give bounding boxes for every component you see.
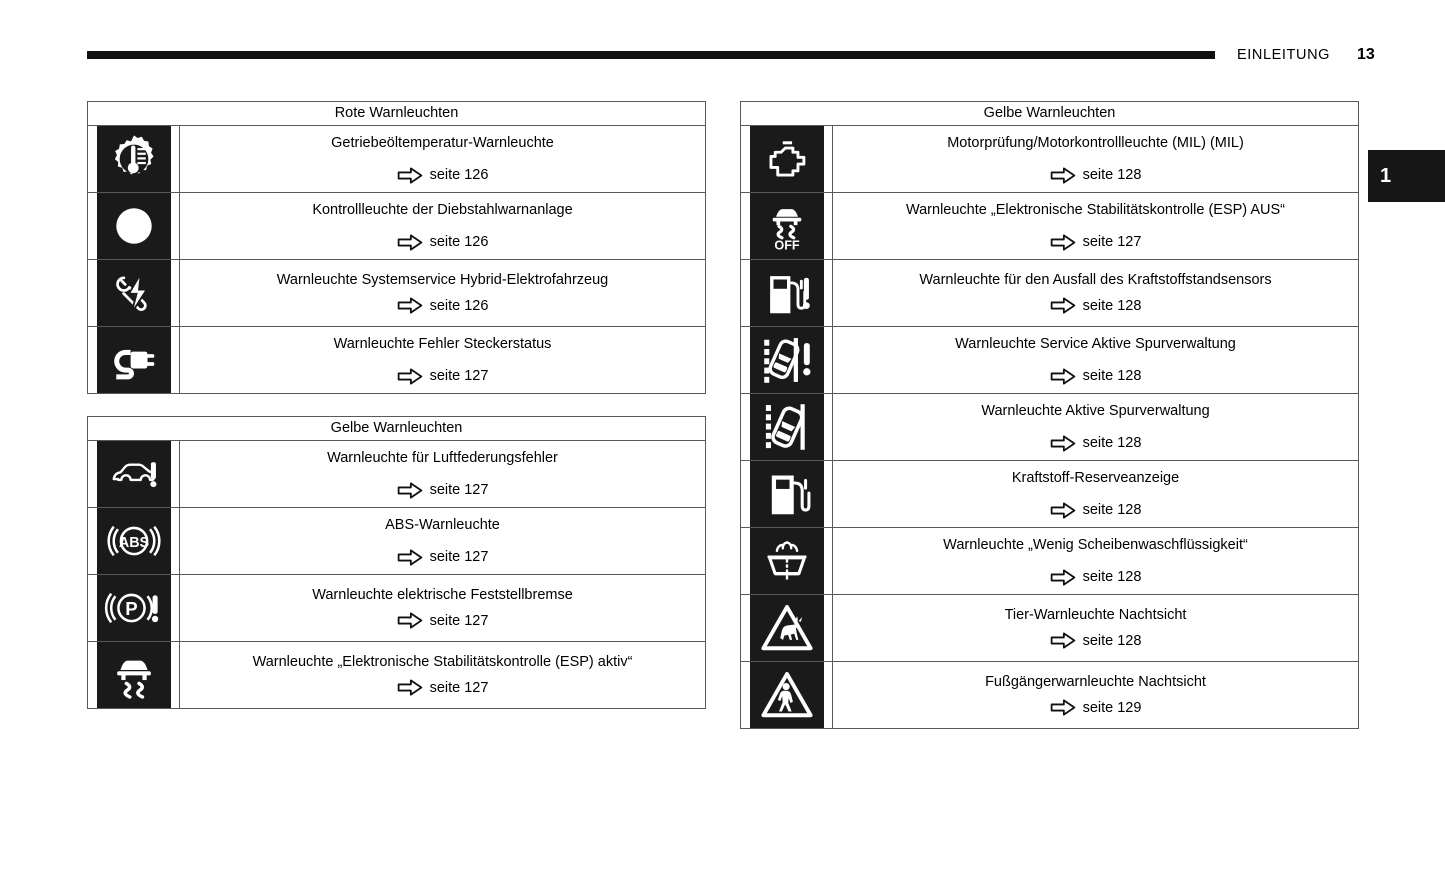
table-row — [88, 193, 706, 260]
abs-icon — [97, 508, 171, 574]
page-reference[interactable] — [180, 167, 705, 184]
page-reference[interactable] — [833, 502, 1358, 519]
warning-light-icon-cell — [88, 327, 180, 394]
page-reference[interactable] — [180, 612, 705, 629]
page-reference[interactable] — [833, 234, 1358, 251]
warning-lights-table — [740, 101, 1359, 729]
warning-light-description-cell — [833, 461, 1359, 528]
page-reference-label: seite 126 — [429, 167, 489, 184]
warning-light-description-cell — [180, 260, 706, 327]
right-column — [740, 101, 1359, 729]
svg-text:P: P — [124, 597, 138, 619]
table-category-header: Gelbe Warnleuchten — [88, 417, 706, 441]
warning-light-description-cell — [833, 595, 1359, 662]
electric-park-brake-icon — [97, 575, 171, 641]
warning-light-description-cell — [833, 662, 1359, 729]
warning-light-description-cell — [180, 126, 706, 193]
warning-light-description-cell — [833, 193, 1359, 260]
warning-light-title: Warnleuchte Systemservice Hybrid-Elektrofahrzeug — [276, 271, 609, 288]
right-arrow-icon — [1050, 502, 1076, 519]
page-reference-label: seite 128 — [1082, 502, 1142, 519]
low-fuel-icon — [750, 461, 824, 527]
page-number: 13 — [1357, 46, 1375, 63]
table-row — [741, 461, 1359, 528]
warning-light-icon-cell — [741, 461, 833, 528]
warning-light-icon-cell — [88, 126, 180, 193]
page-reference[interactable] — [180, 234, 705, 251]
warning-light-description-cell — [180, 575, 706, 642]
right-arrow-icon — [397, 297, 423, 314]
warning-light-description-cell — [180, 508, 706, 575]
page-reference[interactable] — [833, 632, 1358, 649]
chapter-tab — [1368, 150, 1445, 202]
warning-light-icon-cell — [88, 508, 180, 575]
page-reference[interactable] — [833, 368, 1358, 385]
table-category-header: Rote Warnleuchten — [88, 102, 706, 126]
check-engine-mil-icon — [750, 126, 824, 192]
warning-light-description-cell — [833, 327, 1359, 394]
warning-light-title: Fußgängerwarnleuchte Nachtsicht — [985, 673, 1206, 690]
low-washer-fluid-icon — [750, 528, 824, 594]
table-row — [88, 575, 706, 642]
table-row — [741, 126, 1359, 193]
page-reference-label: seite 129 — [1082, 699, 1142, 716]
hybrid-ev-system-service-icon — [97, 260, 171, 326]
warning-light-icon-cell — [741, 260, 833, 327]
page-reference[interactable] — [180, 368, 705, 385]
warning-lights-table — [87, 416, 706, 709]
page-reference-label: seite 128 — [1082, 297, 1142, 314]
table-row — [741, 260, 1359, 327]
warning-light-title: Kraftstoff-Reserveanzeige — [1011, 470, 1180, 487]
table-row — [88, 642, 706, 709]
page-header — [0, 40, 1445, 70]
table-row — [88, 327, 706, 394]
warning-light-title: Motorprüfung/Motorkontrollleuchte (MIL) (MIL) — [947, 135, 1244, 152]
table-row — [741, 327, 1359, 394]
warning-light-description-cell — [833, 528, 1359, 595]
warning-light-title: Warnleuchte Aktive Spurverwaltung — [981, 403, 1210, 420]
warning-light-icon-cell — [88, 575, 180, 642]
header-rule — [87, 51, 1215, 59]
page-reference-label: seite 127 — [429, 612, 489, 629]
warning-light-title: Warnleuchte für Luftfederungsfehler — [327, 450, 558, 467]
page-reference-label: seite 128 — [1082, 368, 1142, 385]
active-lane-management-icon — [750, 394, 824, 460]
right-arrow-icon — [397, 679, 423, 696]
lane-management-service-icon — [750, 327, 824, 393]
warning-light-icon-cell — [741, 662, 833, 729]
right-arrow-icon — [1050, 569, 1076, 586]
warning-light-title: Warnleuchte für den Ausfall des Kraftstoffstandsensors — [919, 271, 1272, 288]
transmission-oil-temperature-icon — [97, 126, 171, 192]
night-vision-pedestrian-icon — [750, 662, 824, 728]
page-reference-label: seite 126 — [429, 234, 489, 251]
table-row — [741, 193, 1359, 260]
right-arrow-icon — [1050, 167, 1076, 184]
right-arrow-icon — [1050, 368, 1076, 385]
page-reference[interactable] — [833, 569, 1358, 586]
warning-light-title: Tier-Warnleuchte Nachtsicht — [1004, 606, 1187, 623]
page-reference-label: seite 127 — [429, 679, 489, 696]
page-reference-label: seite 126 — [429, 297, 489, 314]
page-reference[interactable] — [833, 699, 1358, 716]
warning-light-description-cell — [180, 327, 706, 394]
warning-light-title: Warnleuchte Service Aktive Spurverwaltung — [955, 336, 1236, 353]
warning-light-description-cell — [833, 260, 1359, 327]
right-arrow-icon — [397, 234, 423, 251]
warning-light-icon-cell — [741, 394, 833, 461]
page-reference-label: seite 127 — [429, 549, 489, 566]
air-suspension-fault-icon — [97, 441, 171, 507]
warning-light-title: Warnleuchte Fehler Steckerstatus — [333, 336, 552, 353]
warning-light-description-cell — [833, 394, 1359, 461]
warning-light-icon-cell — [88, 441, 180, 508]
page-title: EINLEITUNG — [1237, 47, 1331, 63]
right-arrow-icon — [397, 612, 423, 629]
page-reference[interactable] — [180, 549, 705, 566]
right-arrow-icon — [397, 368, 423, 385]
warning-light-title: Warnleuchte „Elektronische Stabilitätskontrolle (ESP) AUS“ — [905, 202, 1286, 219]
chapter-tab-label: 1 — [1380, 164, 1392, 187]
warning-light-title: Kontrollleuchte der Diebstahlwarnanlage — [312, 202, 573, 219]
warning-light-icon-cell — [88, 642, 180, 709]
night-vision-animal-icon — [750, 595, 824, 661]
table-row — [88, 126, 706, 193]
page-reference[interactable] — [180, 679, 705, 696]
page-reference-label: seite 128 — [1082, 632, 1142, 649]
table-row — [88, 260, 706, 327]
table-row — [741, 394, 1359, 461]
warning-light-icon-cell — [741, 595, 833, 662]
svg-text:ABS: ABS — [118, 534, 149, 551]
fuel-level-sensor-fault-icon — [750, 260, 824, 326]
left-column — [87, 101, 706, 709]
right-arrow-icon — [1050, 632, 1076, 649]
table-category-header: Gelbe Warnleuchten — [741, 102, 1359, 126]
right-arrow-icon — [397, 549, 423, 566]
warning-light-icon-cell — [741, 193, 833, 260]
page-reference-label: seite 128 — [1082, 569, 1142, 586]
right-arrow-icon — [1050, 234, 1076, 251]
page-reference[interactable] — [180, 297, 705, 314]
table-row — [88, 508, 706, 575]
table-row — [741, 528, 1359, 595]
page-reference-label: seite 127 — [429, 368, 489, 385]
warning-lights-table — [87, 101, 706, 394]
page-reference-label: seite 127 — [429, 482, 489, 499]
warning-light-icon-cell — [88, 193, 180, 260]
right-arrow-icon — [1050, 297, 1076, 314]
svg-text:OFF: OFF — [773, 238, 800, 253]
warning-light-description-cell — [180, 193, 706, 260]
warning-light-description-cell — [180, 441, 706, 508]
warning-light-icon-cell — [88, 260, 180, 327]
page-reference-label: seite 127 — [1082, 234, 1142, 251]
warning-light-title: Warnleuchte elektrische Feststellbremse — [312, 586, 573, 603]
right-arrow-icon — [1050, 699, 1076, 716]
page-reference[interactable] — [833, 167, 1358, 184]
table-row — [741, 595, 1359, 662]
warning-light-title: ABS-Warnleuchte — [385, 517, 500, 534]
plug-status-fault-icon — [97, 327, 171, 393]
security-alarm-icon — [97, 193, 171, 259]
warning-light-icon-cell — [741, 126, 833, 193]
esp-off-icon — [750, 193, 824, 259]
page-reference-label: seite 128 — [1082, 435, 1142, 452]
page-reference[interactable] — [833, 435, 1358, 452]
esp-active-icon — [97, 642, 171, 708]
right-arrow-icon — [397, 482, 423, 499]
warning-light-icon-cell — [741, 528, 833, 595]
table-row — [741, 662, 1359, 729]
warning-light-icon-cell — [741, 327, 833, 394]
page-reference[interactable] — [833, 297, 1358, 314]
warning-light-title: Getriebeöltemperatur-Warnleuchte — [331, 135, 554, 152]
warning-light-title: Warnleuchte „Wenig Scheibenwaschflüssigkeit“ — [943, 537, 1248, 554]
warning-light-description-cell — [180, 642, 706, 709]
warning-light-title: Warnleuchte „Elektronische Stabilitätskontrolle (ESP) aktiv“ — [252, 653, 633, 670]
table-row — [88, 441, 706, 508]
page-reference[interactable] — [180, 482, 705, 499]
right-arrow-icon — [397, 167, 423, 184]
page-reference-label: seite 128 — [1082, 167, 1142, 184]
warning-light-description-cell — [833, 126, 1359, 193]
right-arrow-icon — [1050, 435, 1076, 452]
